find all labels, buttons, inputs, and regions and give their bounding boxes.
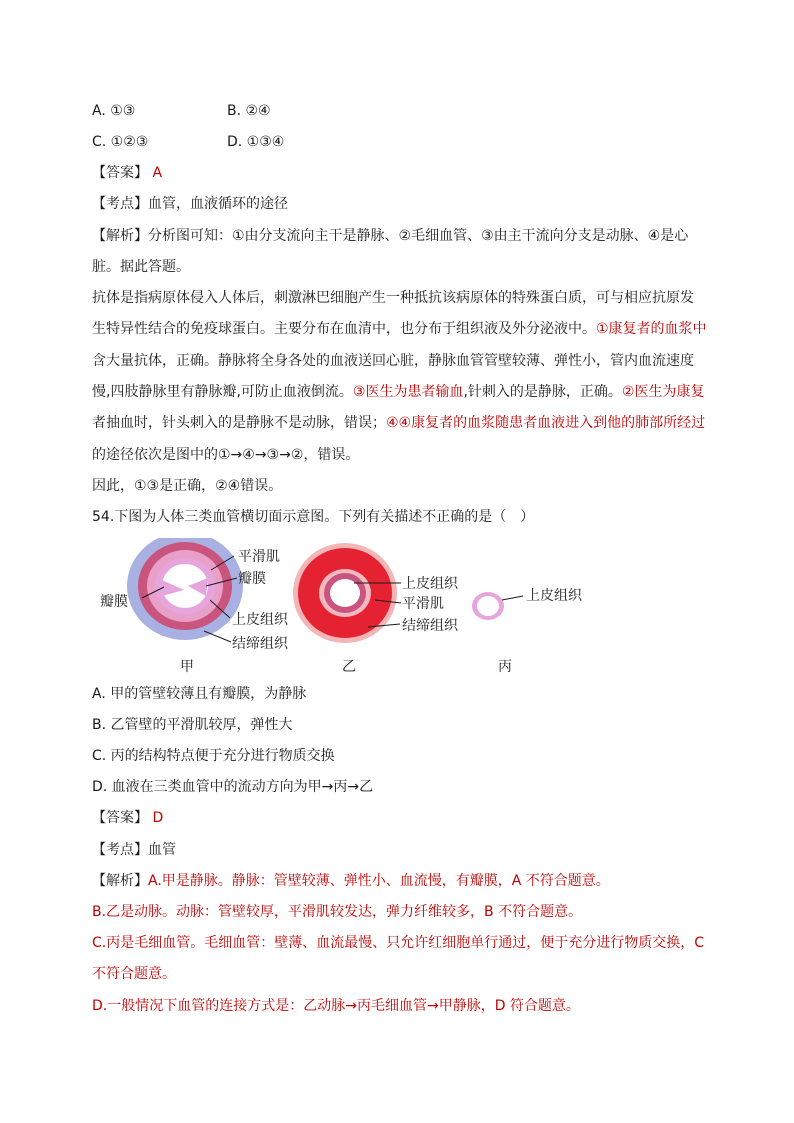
q54-answer-value: D [152,810,164,826]
analysis-text: 分析图可知：①由分支流向主干是静脉、②毛细血管、③由主干流向分支是动脉、④是心 [148,228,689,244]
explanation-line [92,351,694,371]
explanation-highlight: ③医生为患者输血 [352,384,464,400]
artery-cross-section [293,543,397,643]
explanation-line [92,382,704,402]
label-valve-right: 瓣膜 [238,571,266,587]
explanation-text: 慢,四肢静脉里有静脉瓣,可防止血液倒流。 [92,384,353,400]
q54-option-a: A. 甲的管壁较薄且有瓣膜，为静脉 [92,686,307,702]
explanation-highlight: ④④康复者的血浆随患者血液进入到他的肺部所经过 [386,415,706,431]
analysis-tag: 【解析】 [92,228,148,244]
explanation-line [92,476,282,496]
q54-analysis-text: D.一般情况下血管的连接方式是：乙动脉→丙毛细血管→甲静脉，D 符合题意。 [92,998,580,1014]
explanation-text: 的途径依次是图中的①→④→③→②，错误。 [92,447,360,463]
explanation-text: 含大量抗体，正确。静脉将全身各处的血液送回心脏，静脉血管管壁较薄、弹性小，管内血流速度 [92,353,694,369]
explanation-highlight: ①康复者的血浆中 [596,321,707,337]
q54-analysis-line [92,933,704,953]
option-d: D. ①③④ [227,134,285,150]
q54-analysis-line [92,871,610,891]
q54-topic-line [92,840,176,860]
explanation-text: 抗体是指病原体侵入人体后，刺激淋巴细胞产生一种抵抗该病原体的特殊蛋白质，可与相应抗原发 [92,290,694,306]
vein-cross-section [127,538,243,640]
label-smooth-muscle-vein: 平滑肌 [238,549,280,565]
option-c: C. ①②③ [92,134,149,150]
vessel-name-jia: 甲 [180,659,194,675]
explanation-line [92,319,707,339]
label-connective-vein: 结缔组织 [232,636,288,652]
explanation-line [92,445,359,465]
vessel-name-bing: 丙 [498,659,512,675]
q54-topic-tag: 【考点】 [92,842,148,858]
analysis-line-2: 脏。据此答题。 [92,259,190,275]
label-connective-artery: 结缔组织 [402,618,458,634]
topic-value: 血管，血液循环的途径 [148,196,288,212]
label-epithelium-capillary: 上皮组织 [526,588,582,604]
capillary-lumen [477,596,499,616]
explanation-line [92,288,694,308]
label-epithelium-artery: 上皮组织 [402,576,458,592]
q54-topic-value: 血管 [148,842,176,858]
analysis-line-1 [92,226,688,246]
explanation-text: 因此，①③是正确，②④错误。 [92,478,283,494]
explanation-text: 生特异性结合的免疫球蛋白。主要分布在血清中，也分布于组织液及外分泌液中。 [92,321,596,337]
vessel-name-yi: 乙 [342,659,356,675]
label-smooth-muscle-artery: 平滑肌 [402,596,444,612]
option-b: B. ②④ [227,103,271,119]
blood-vessel-diagram [92,538,612,680]
q54-analysis-text: B.乙是动脉。动脉：管壁较厚，平滑肌较发达，弹力纤维较多，B 不符合题意。 [92,904,583,920]
q54-analysis-text: 不符合题意。 [92,966,176,982]
answer-line [92,163,162,183]
q54-analysis-line [92,902,582,922]
explanation-text: ,针刺入的是静脉，正确。 [463,384,622,400]
q54-analysis-text: C.丙是毛细血管。毛细血管：壁薄、血流最慢、只允许红细胞单行通过，便于充分进行物质交换，C [92,935,704,951]
label-epithelium-vein: 上皮组织 [232,612,288,628]
explanation-highlight: ②医生为康复 [621,384,705,400]
label-valve-left: 瓣膜 [100,594,128,610]
q54-answer-line [92,808,163,828]
q54-option-c: C. 丙的结构特点便于充分进行物质交换 [92,748,335,764]
question-stem: 54.下图为人体三类血管横切面示意图。下列有关描述不正确的是（ ） [92,509,535,525]
topic-line [92,194,288,214]
explanation-line [92,413,705,433]
answer-tag: 【答案】 [92,165,148,181]
answer-value: A [152,165,163,181]
capillary-cross-section [472,592,504,620]
q54-analysis-line [92,996,580,1016]
q54-analysis-line [92,964,176,984]
option-a: A. ①③ [92,103,136,119]
topic-tag: 【考点】 [92,196,148,212]
q54-answer-tag: 【答案】 [92,810,148,826]
explanation-text: 者抽血时，针头刺入的是静脉不是动脉，错误； [92,415,386,431]
q54-analysis-text: A.甲是静脉。静脉：管壁较薄、弹性小、血流慢，有瓣膜，A 不符合题意。 [148,873,610,889]
q54-option-d: D. 血液在三类血管中的流动方向为甲→丙→乙 [92,779,374,795]
q54-option-b: B. 乙管壁的平滑肌较厚，弹性大 [92,717,293,733]
q54-analysis-tag: 【解析】 [92,873,148,889]
